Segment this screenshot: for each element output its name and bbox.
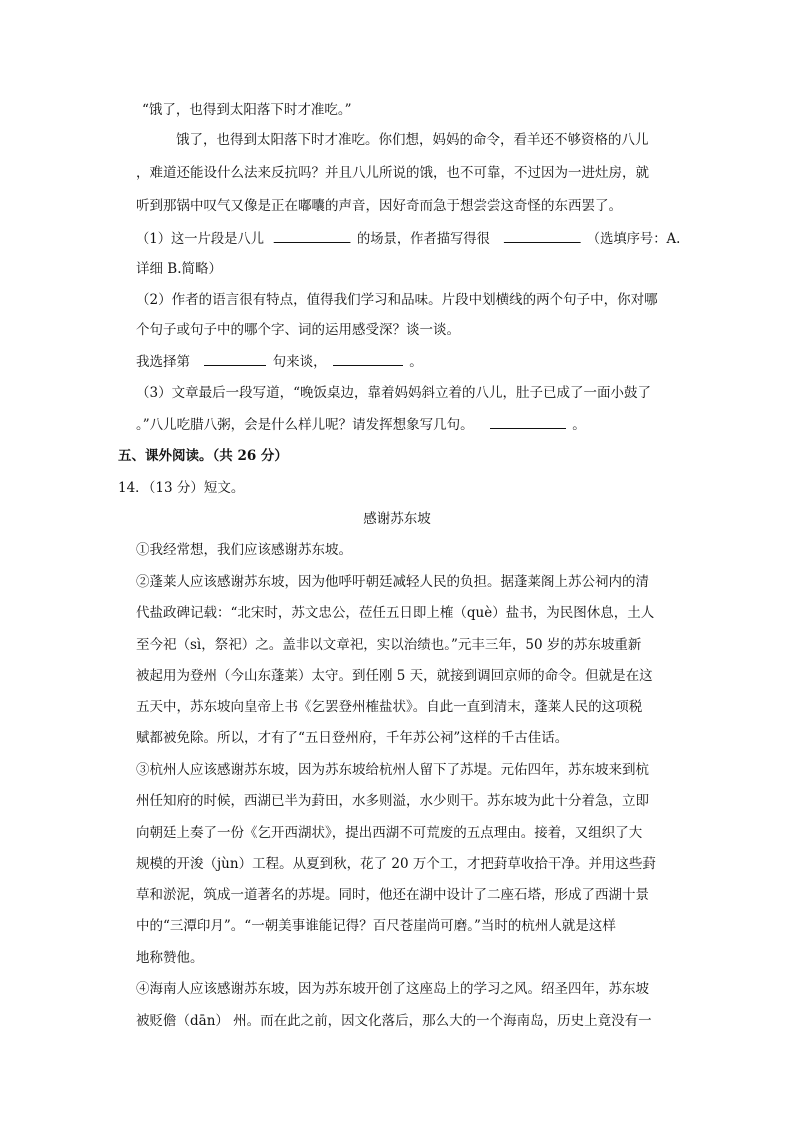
article-line: 被起用为登州（今山东蓬莱）太守。到任刚 5 天，就接到调回京师的命令。但就是在这 [136,668,653,684]
question-text: 句来谈， [272,354,327,370]
article-line: 地称赞他。 [136,950,204,966]
question-text: 的场景，作者描写得很 [357,231,490,247]
article-line: 草和淤泥，筑成一道著名的苏堤。同时，他还在湖中设计了二座石塔，形成了西湖十景 [136,887,649,903]
question-text: 。 [572,417,586,433]
excerpt-line: ，难道还能设什么法来反抗吗？并且八儿所说的饿，也不可靠，不过因为一进灶房，就 [136,165,649,181]
article-line: 向朝廷上奏了一份《乞开西湖状》，提出西湖不可荒废的五点理由。接着，又组织了大 [136,825,643,841]
question-2: （2）作者的语言很有特点，值得我们学习和品味。片段中划横线的两个句子中，你对哪 [136,292,658,308]
question-text: 我选择第 [136,354,190,370]
article-line: 被贬儋（dān） 州。而在此之前，因文化落后，那么大的一个海南岛，历史上竟没有一 [136,1013,652,1029]
answer-blank[interactable] [490,414,566,429]
answer-blank[interactable] [274,228,351,243]
question-1 [136,228,680,249]
question-text: （1）这一片段是八儿 [136,231,264,247]
article-title: 感谢苏东坡 [363,511,431,527]
answer-blank[interactable] [333,351,403,366]
article-line: ①我经常想，我们应该感谢苏东坡。 [136,542,352,558]
excerpt-line: 饿了，也得到太阳落下时才准吃。你们想，妈妈的命令，看羊还不够资格的八儿 [176,132,649,148]
article-line: 州任知府的时候，西湖已半为葑田，水多则溢，水少则干。苏东坡为此十分着急，立即 [136,793,649,809]
answer-blank[interactable] [204,351,266,366]
question-text: 。”八儿吃腊八粥，会是什么样儿呢？请发挥想象写几句。 [136,417,474,433]
article-line: 规模的开浚（jùn）工程。从夏到秋，花了 20 万个工，才把葑草收拾干净。并用这些葑 [136,856,656,872]
article-line: 至今祀（sì，祭祀）之。盖非以文章祀，实以治绩也。”元丰三年，50 岁的苏东坡重新 [136,637,642,653]
question-3: （3）文章最后一段写道，“晚饭桌边，靠着妈妈斜立着的八儿，肚子已成了一面小鼓了 [136,385,651,401]
question-3 [136,414,586,435]
question-2-answer [136,351,423,372]
excerpt-line: 听到那锅中叹气又像是正在嘟囔的声音，因好奇而急于想尝尝这奇怪的东西罢了。 [136,198,622,214]
question-text: 。 [409,354,423,370]
article-line: ③杭州人应该感谢苏东坡，因为苏东坡给杭州人留下了苏堤。元佑四年，苏东坡来到杭 [136,762,649,778]
article-line: 代盐政碑记载：“北宋时，苏文忠公，莅任五日即上榷（què）盐书，为民图休息，土人 [136,605,655,621]
article-line: ②蓬莱人应该感谢苏东坡，因为他呼吁朝廷减轻人民的负担。据蓬莱阁上苏公祠内的清 [136,574,649,590]
section-heading: 五、课外阅读。（共 26 分） [118,448,288,464]
question-1-options: 详细 B.简略） [136,261,223,277]
question-text: （选填序号：A. [586,231,681,247]
article-line: 中的“三潭印月”。“一朝美事谁能记得？百尺苍崖尚可磨。”当时的杭州人就是这样 [136,918,616,934]
article-line: 赋都被免除。所以，才有了“五日登州府，千年苏公祠”这样的千古佳话。 [136,730,569,746]
question-item-14: 14．（13 分）短文。 [118,480,245,496]
answer-blank[interactable] [504,228,581,243]
question-2: 个句子或句子中的哪个字、词的运用感受深？谈一谈。 [136,322,460,338]
article-line: ④海南人应该感谢苏东坡，因为苏东坡开创了这座岛上的学习之风。绍圣四年，苏东坡 [136,981,649,997]
article-line: 五天中，苏东坡向皇帝上书《乞罢登州榷盐状》。自此一直到清末，蓬莱人民的这项税 [136,699,643,715]
quote-line: “饿了，也得到太阳落下时才准吃。” [142,102,352,118]
